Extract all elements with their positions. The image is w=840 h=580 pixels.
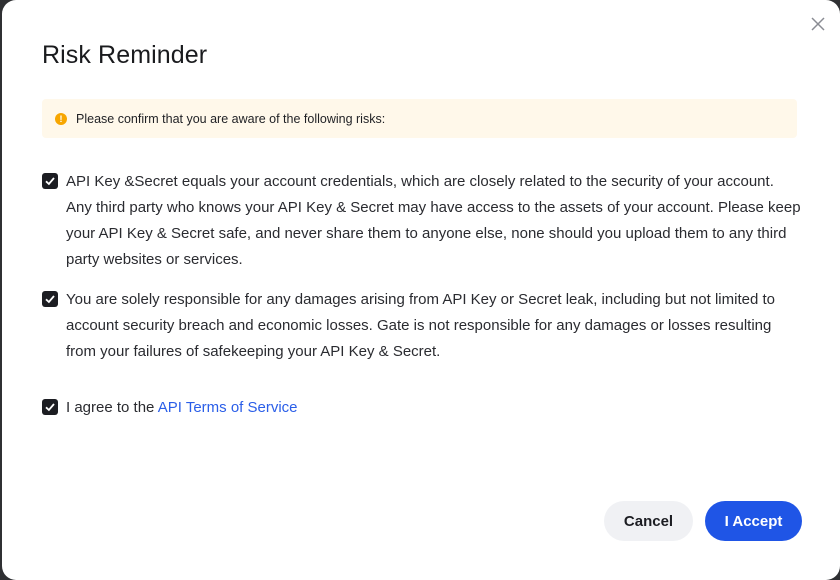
terms-checkbox[interactable] xyxy=(42,399,58,415)
risk-text-2: You are solely responsible for any damages arising from API Key or Secret leak, including but not limited to account security breach and economic losses. Gate is not responsible for any damages or losses resulting from your failures of safekeeping your API Key & Secret. xyxy=(66,291,775,360)
close-icon[interactable] xyxy=(808,14,828,34)
risk-text-1: API Key &Secret equals your account credentials, which are closely related to the security of your account. Any third party who knows your API Key & Secret may have access to the assets of your account. Please keep your API Key & Secret safe, and never share them to anyone else, none should you upload them to any third party websites or services. xyxy=(66,173,801,268)
checkmark-icon xyxy=(44,175,56,187)
risk-notice-banner xyxy=(42,99,797,138)
terms-text xyxy=(66,395,298,421)
notice-text: Please confirm that you are aware of the following risks: xyxy=(76,111,386,126)
dialog-title: Risk Reminder xyxy=(42,41,208,69)
checkmark-icon xyxy=(44,293,56,305)
terms-prefix: I agree to the xyxy=(66,399,158,416)
api-terms-link[interactable]: API Terms of Service xyxy=(157,399,298,416)
accept-button[interactable]: I Accept xyxy=(705,501,802,541)
cancel-button[interactable]: Cancel xyxy=(604,501,693,541)
checkmark-icon xyxy=(44,401,56,413)
risk-checkbox-2[interactable] xyxy=(42,291,58,307)
risk-checkbox-1[interactable] xyxy=(42,173,58,189)
risk-reminder-dialog xyxy=(2,0,840,580)
warning-icon: ! xyxy=(55,113,67,125)
terms-agreement xyxy=(42,395,802,421)
risk-item-credentials xyxy=(42,169,802,273)
risk-item-liability xyxy=(42,287,802,365)
